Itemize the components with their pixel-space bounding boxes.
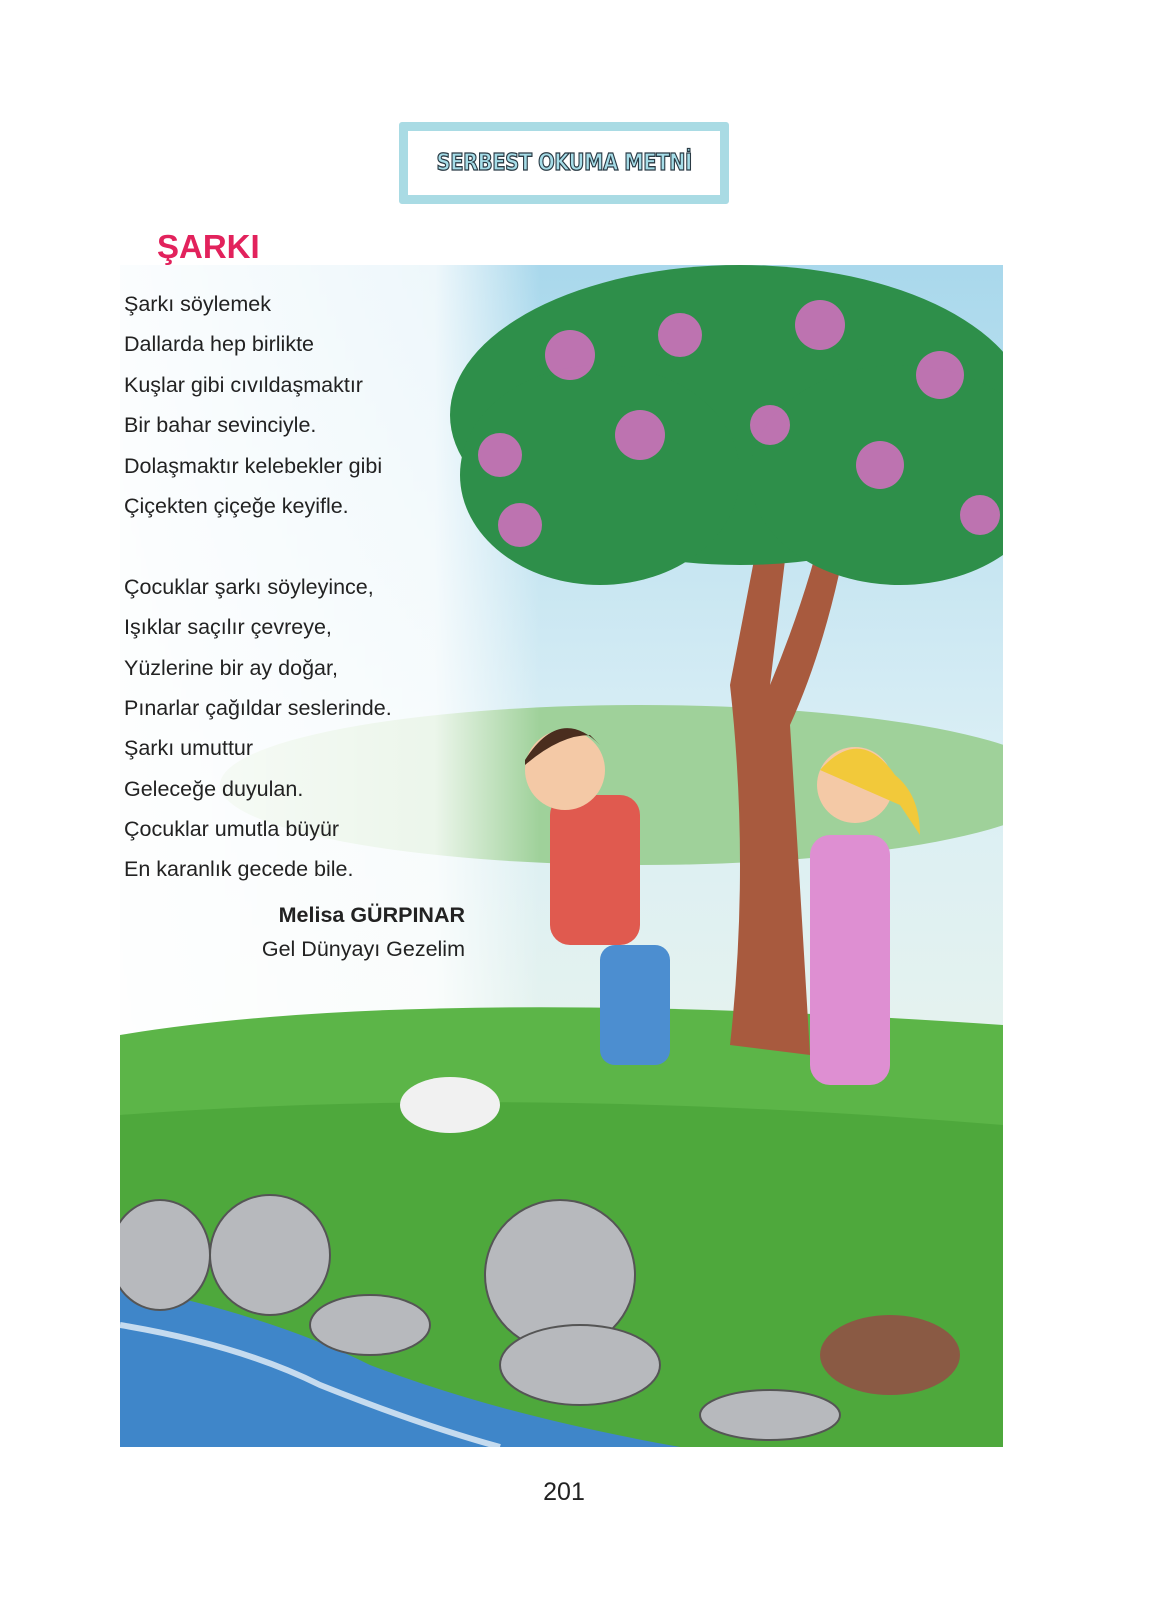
poem-source: Gel Dünyayı Gezelim — [261, 937, 465, 961]
turtle — [820, 1315, 960, 1395]
poem-line: Pınarlar çağıldar seslerinde. — [124, 695, 392, 720]
poem-line: Kuşlar gibi cıvıldaşmaktır — [124, 372, 363, 397]
badge-label: SERBEST OKUMA METNİ — [436, 150, 692, 176]
poem-line: Çiçekten çiçeğe keyifle. — [124, 493, 349, 518]
poem-author: Melisa GÜRPINAR — [278, 903, 465, 927]
poem-line: Dolaşmaktır kelebekler gibi — [124, 453, 383, 478]
poem-line: Geleceğe duyulan. — [124, 776, 304, 801]
rabbit — [400, 1077, 500, 1133]
poem-line: Şarkı söylemek — [124, 292, 271, 316]
poem-line: Çocuklar umutla büyür — [124, 817, 340, 842]
stanza-break — [124, 526, 392, 566]
poem-body — [124, 284, 392, 890]
poem-line: Işıklar saçılır çevreye, — [124, 615, 332, 640]
poem-line: Yüzlerine bir ay doğar, — [124, 655, 338, 680]
poem-line: Şarkı umuttur — [124, 736, 254, 761]
page-number: 201 — [543, 1478, 585, 1506]
poem-line: En karanlık gecede bile. — [124, 857, 354, 882]
poem-title: ŞARKI — [157, 228, 260, 265]
poem-line: Dallarda hep birlikte — [124, 332, 315, 357]
poem-line: Bir bahar sevinciyle. — [124, 413, 317, 438]
section-badge — [399, 122, 729, 204]
poem-line: Çocuklar şarkı söyleyince, — [124, 574, 374, 599]
